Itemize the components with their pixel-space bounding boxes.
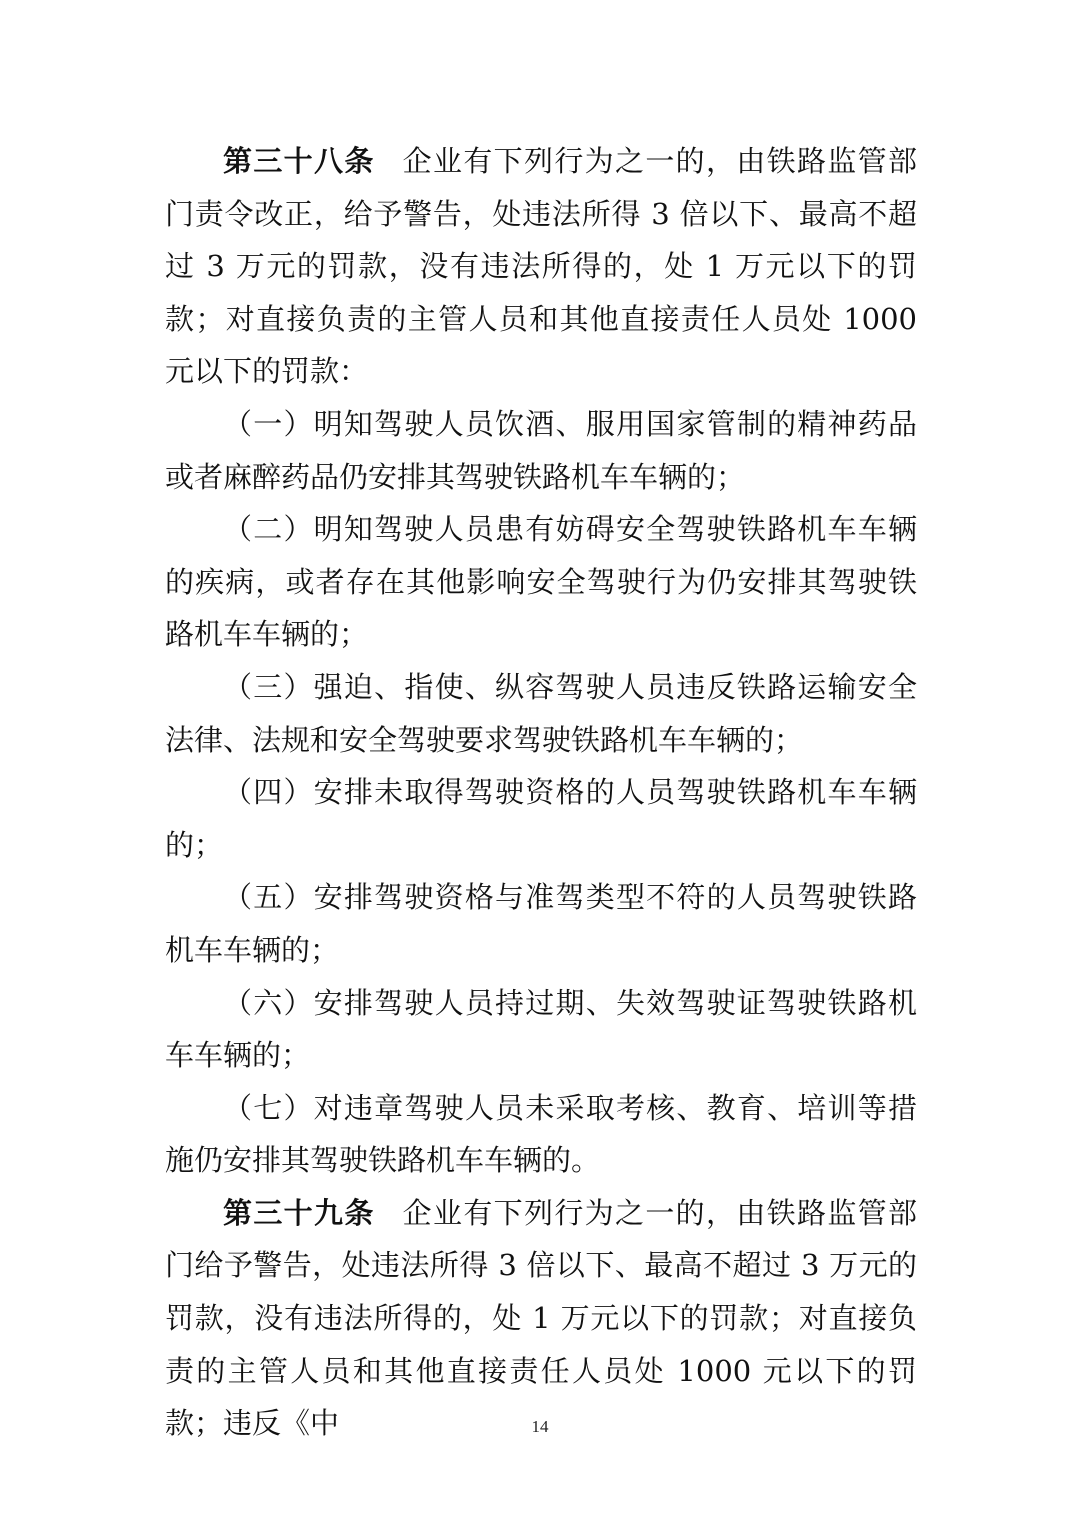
- article-38-item-7: （七）对违章驾驶人员未采取考核、教育、培训等措施仍安排其驾驶铁路机车车辆的。: [165, 1090, 917, 1178]
- article-38-intro: 企业有下列行为之一的，由铁路监管部门责令改正，给予警告，处违法所得 3 倍以下、最高不超过 3 万元的罚款，没有违法所得的，处 1 万元以下的罚款；对直接负责的主管人员和其他直接责任人员处 1000 元以下的罚款：: [165, 144, 917, 389]
- article-39-intro: 企业有下列行为之一的，由铁路监管部门给予警告，处违法所得 3 倍以下、最高不超过 3 万元的罚款，没有违法所得的，处 1 万元以下的罚款；对直接负责的主管人员和其他直接责任人员处 1000 元以下的罚款；违反《中: [165, 1195, 917, 1441]
- article-38-item-2: （二）明知驾驶人员患有妨碍安全驾驶铁路机车车辆的疾病，或者存在其他影响安全驾驶行为仍安排其驾驶铁路机车车辆的；: [165, 512, 917, 652]
- article-39-paragraph: [165, 1187, 917, 1450]
- article-38-item-4: （四）安排未取得驾驶资格的人员驾驶铁路机车车辆的；: [165, 775, 917, 862]
- article-38-number: 第三十八条: [223, 144, 375, 178]
- article-38-item-5: （五）安排驾驶资格与准驾类型不符的人员驾驶铁路机车车辆的；: [165, 880, 917, 967]
- article-38-item-1: （一）明知驾驶人员饮酒、服用国家管制的精神药品或者麻醉药品仍安排其驾驶铁路机车车辆的；: [165, 406, 917, 494]
- article-38-item-3: （三）强迫、指使、纵容驾驶人员违反铁路运输安全法律、法规和安全驾驶要求驾驶铁路机车车辆的；: [165, 669, 917, 757]
- article-38-paragraph: [165, 135, 917, 398]
- article-39-number: 第三十九条: [223, 1195, 375, 1230]
- article-38-item-6: （六）安排驾驶人员持过期、失效驾驶证驾驶铁路机车车辆的；: [165, 985, 917, 1073]
- document-body: [165, 135, 917, 1450]
- page-number: 14: [531, 1417, 549, 1436]
